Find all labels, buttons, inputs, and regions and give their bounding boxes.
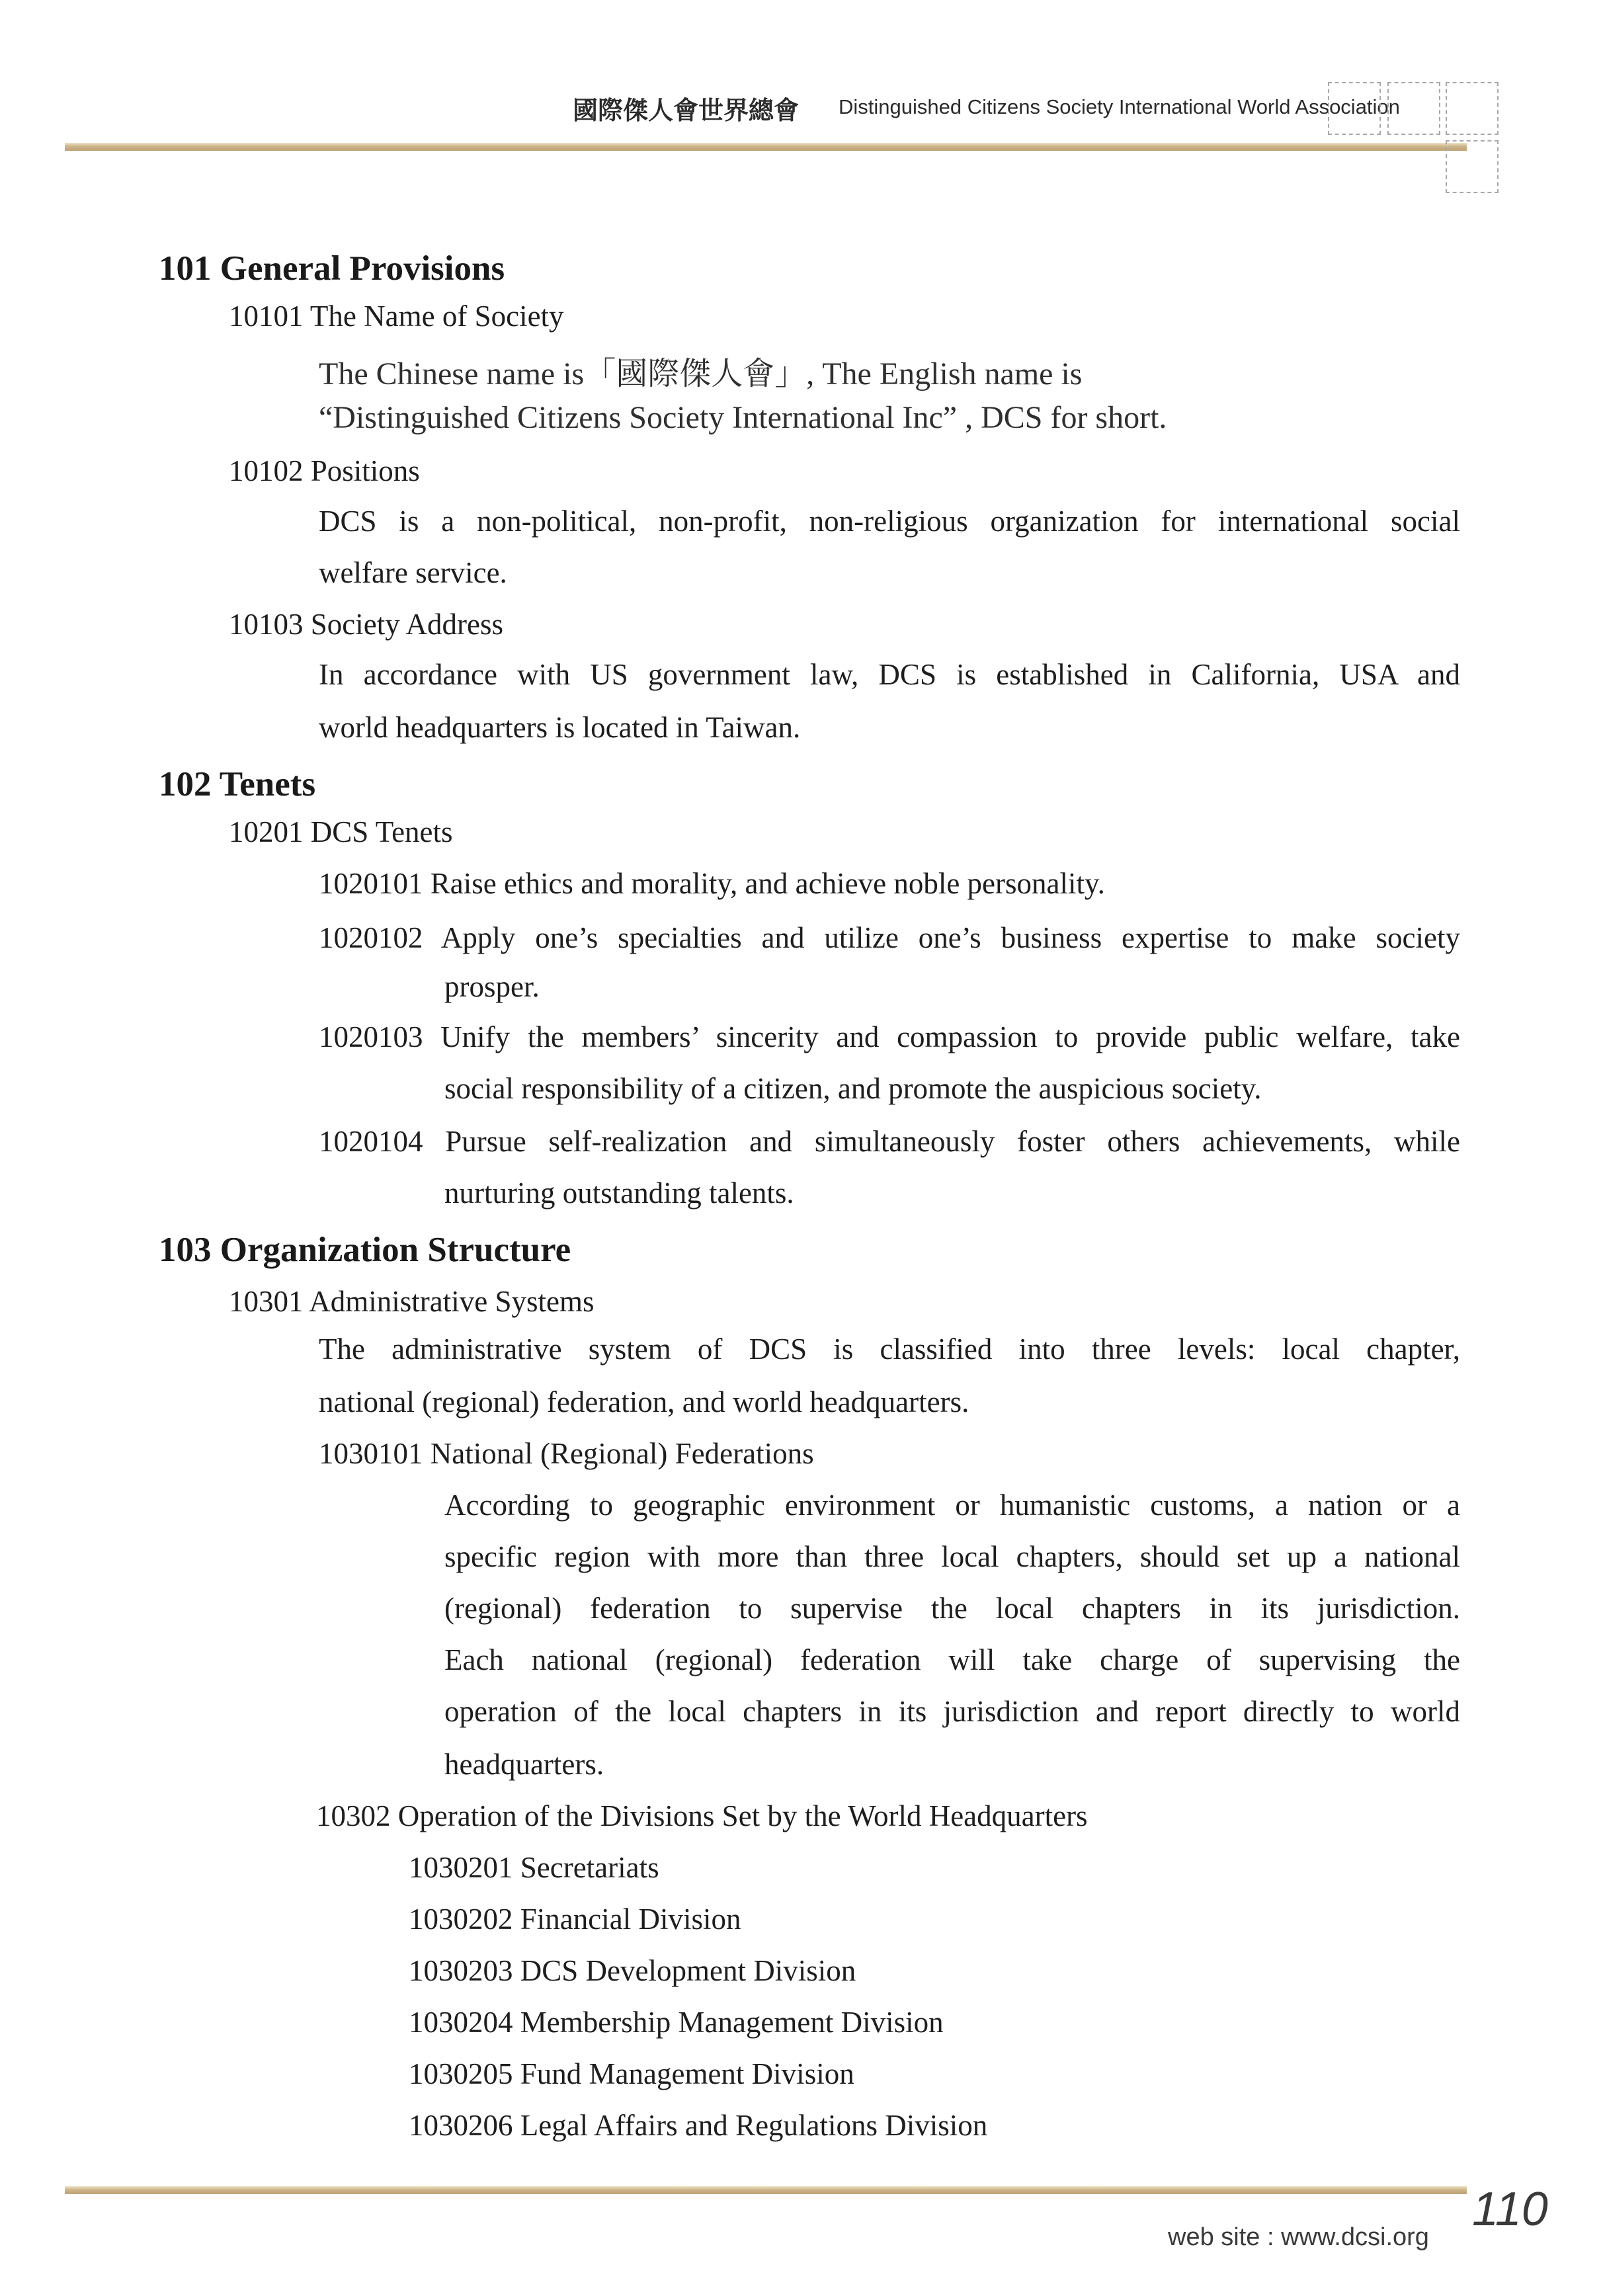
subsection-heading-10301: 10301 Administrative Systems (229, 1285, 595, 1318)
paragraph-line: The administrative system of DCS is classified into three levels: local chapter, (319, 1332, 1460, 1366)
decorative-dashed-box (1446, 140, 1499, 193)
paragraph-line: welfare service. (319, 556, 507, 589)
header-title-english: Distinguished Citizens Society International World Association (839, 95, 1400, 118)
paragraph-line: DCS is a non-political, non-profit, non-religious organization for international social (319, 505, 1460, 538)
subsection-heading-10102: 10102 Positions (229, 454, 420, 487)
tenet-item-1020102: 1020102 Apply one’s specialties and utilize one’s business expertise to make society (319, 921, 1460, 954)
division-list-item: 1030203 DCS Development Division (409, 1954, 856, 1987)
decorative-dashed-box (1446, 82, 1499, 135)
decorative-dashed-box (1328, 82, 1381, 135)
paragraph-line: headquarters. (444, 1748, 604, 1781)
paragraph-line: In accordance with US government law, DCS is established in California, USA and (319, 658, 1460, 691)
footer-website: web site : www.dcsi.org (1168, 2223, 1429, 2251)
header-rule (65, 143, 1467, 151)
tenet-item-continuation: nurturing outstanding talents. (444, 1176, 794, 1210)
division-list-item: 1030205 Fund Management Division (409, 2057, 854, 2090)
page-number: 110 (1472, 2183, 1548, 2236)
paragraph-line: Each national (regional) federation will take charge of supervising the (444, 1643, 1460, 1676)
paragraph-line: operation of the local chapters in its jurisdiction and report directly to world (444, 1695, 1460, 1728)
paragraph-line: specific region with more than three local chapters, should set up a national (444, 1540, 1460, 1573)
division-list-item: 1030206 Legal Affairs and Regulations Division (409, 2109, 988, 2142)
decorative-dashed-box (1387, 82, 1440, 135)
division-list-item: 1030201 Secretariats (409, 1851, 659, 1884)
section-heading-103: 103 Organization Structure (159, 1231, 571, 1269)
paragraph-line: According to geographic environment or humanistic customs, a nation or a (444, 1489, 1460, 1522)
paragraph-line: “Distinguished Citizens Society International Inc” , DCS for short. (319, 400, 1167, 435)
subsection-heading-10103: 10103 Society Address (229, 608, 503, 641)
subsection-heading-10302: 10302 Operation of the Divisions Set by the World Headquarters (316, 1799, 1088, 1832)
paragraph-line: national (regional) federation, and world headquarters. (319, 1385, 969, 1418)
division-list-item: 1030204 Membership Management Division (409, 2006, 944, 2039)
division-list-item: 1030202 Financial Division (409, 1903, 741, 1936)
subsection-heading-10201: 10201 DCS Tenets (229, 815, 453, 848)
tenet-item-1020104: 1020104 Pursue self-realization and simultaneously foster others achievements, while (319, 1125, 1460, 1158)
paragraph-line: The Chinese name is「國際傑人會」, The English name is (319, 356, 1083, 391)
paragraph-line: (regional) federation to supervise the local chapters in its jurisdiction. (444, 1592, 1460, 1625)
section-heading-102: 102 Tenets (159, 765, 316, 803)
paragraph-line: world headquarters is located in Taiwan. (319, 711, 801, 744)
item-heading-1030101: 1030101 National (Regional) Federations (319, 1437, 814, 1470)
section-heading-101: 101 General Provisions (159, 249, 505, 288)
tenet-item-continuation: social responsibility of a citizen, and promote the auspicious society. (444, 1072, 1262, 1105)
subsection-heading-10101: 10101 The Name of Society (229, 300, 564, 333)
header-title-chinese: 國際傑人會世界總會 (573, 96, 800, 125)
footer-rule (65, 2186, 1467, 2194)
tenet-item-1020101: 1020101 Raise ethics and morality, and achieve noble personality. (319, 867, 1105, 900)
tenet-item-continuation: prosper. (444, 970, 540, 1003)
tenet-item-1020103: 1020103 Unify the members’ sincerity and compassion to provide public welfare, take (319, 1020, 1460, 1053)
